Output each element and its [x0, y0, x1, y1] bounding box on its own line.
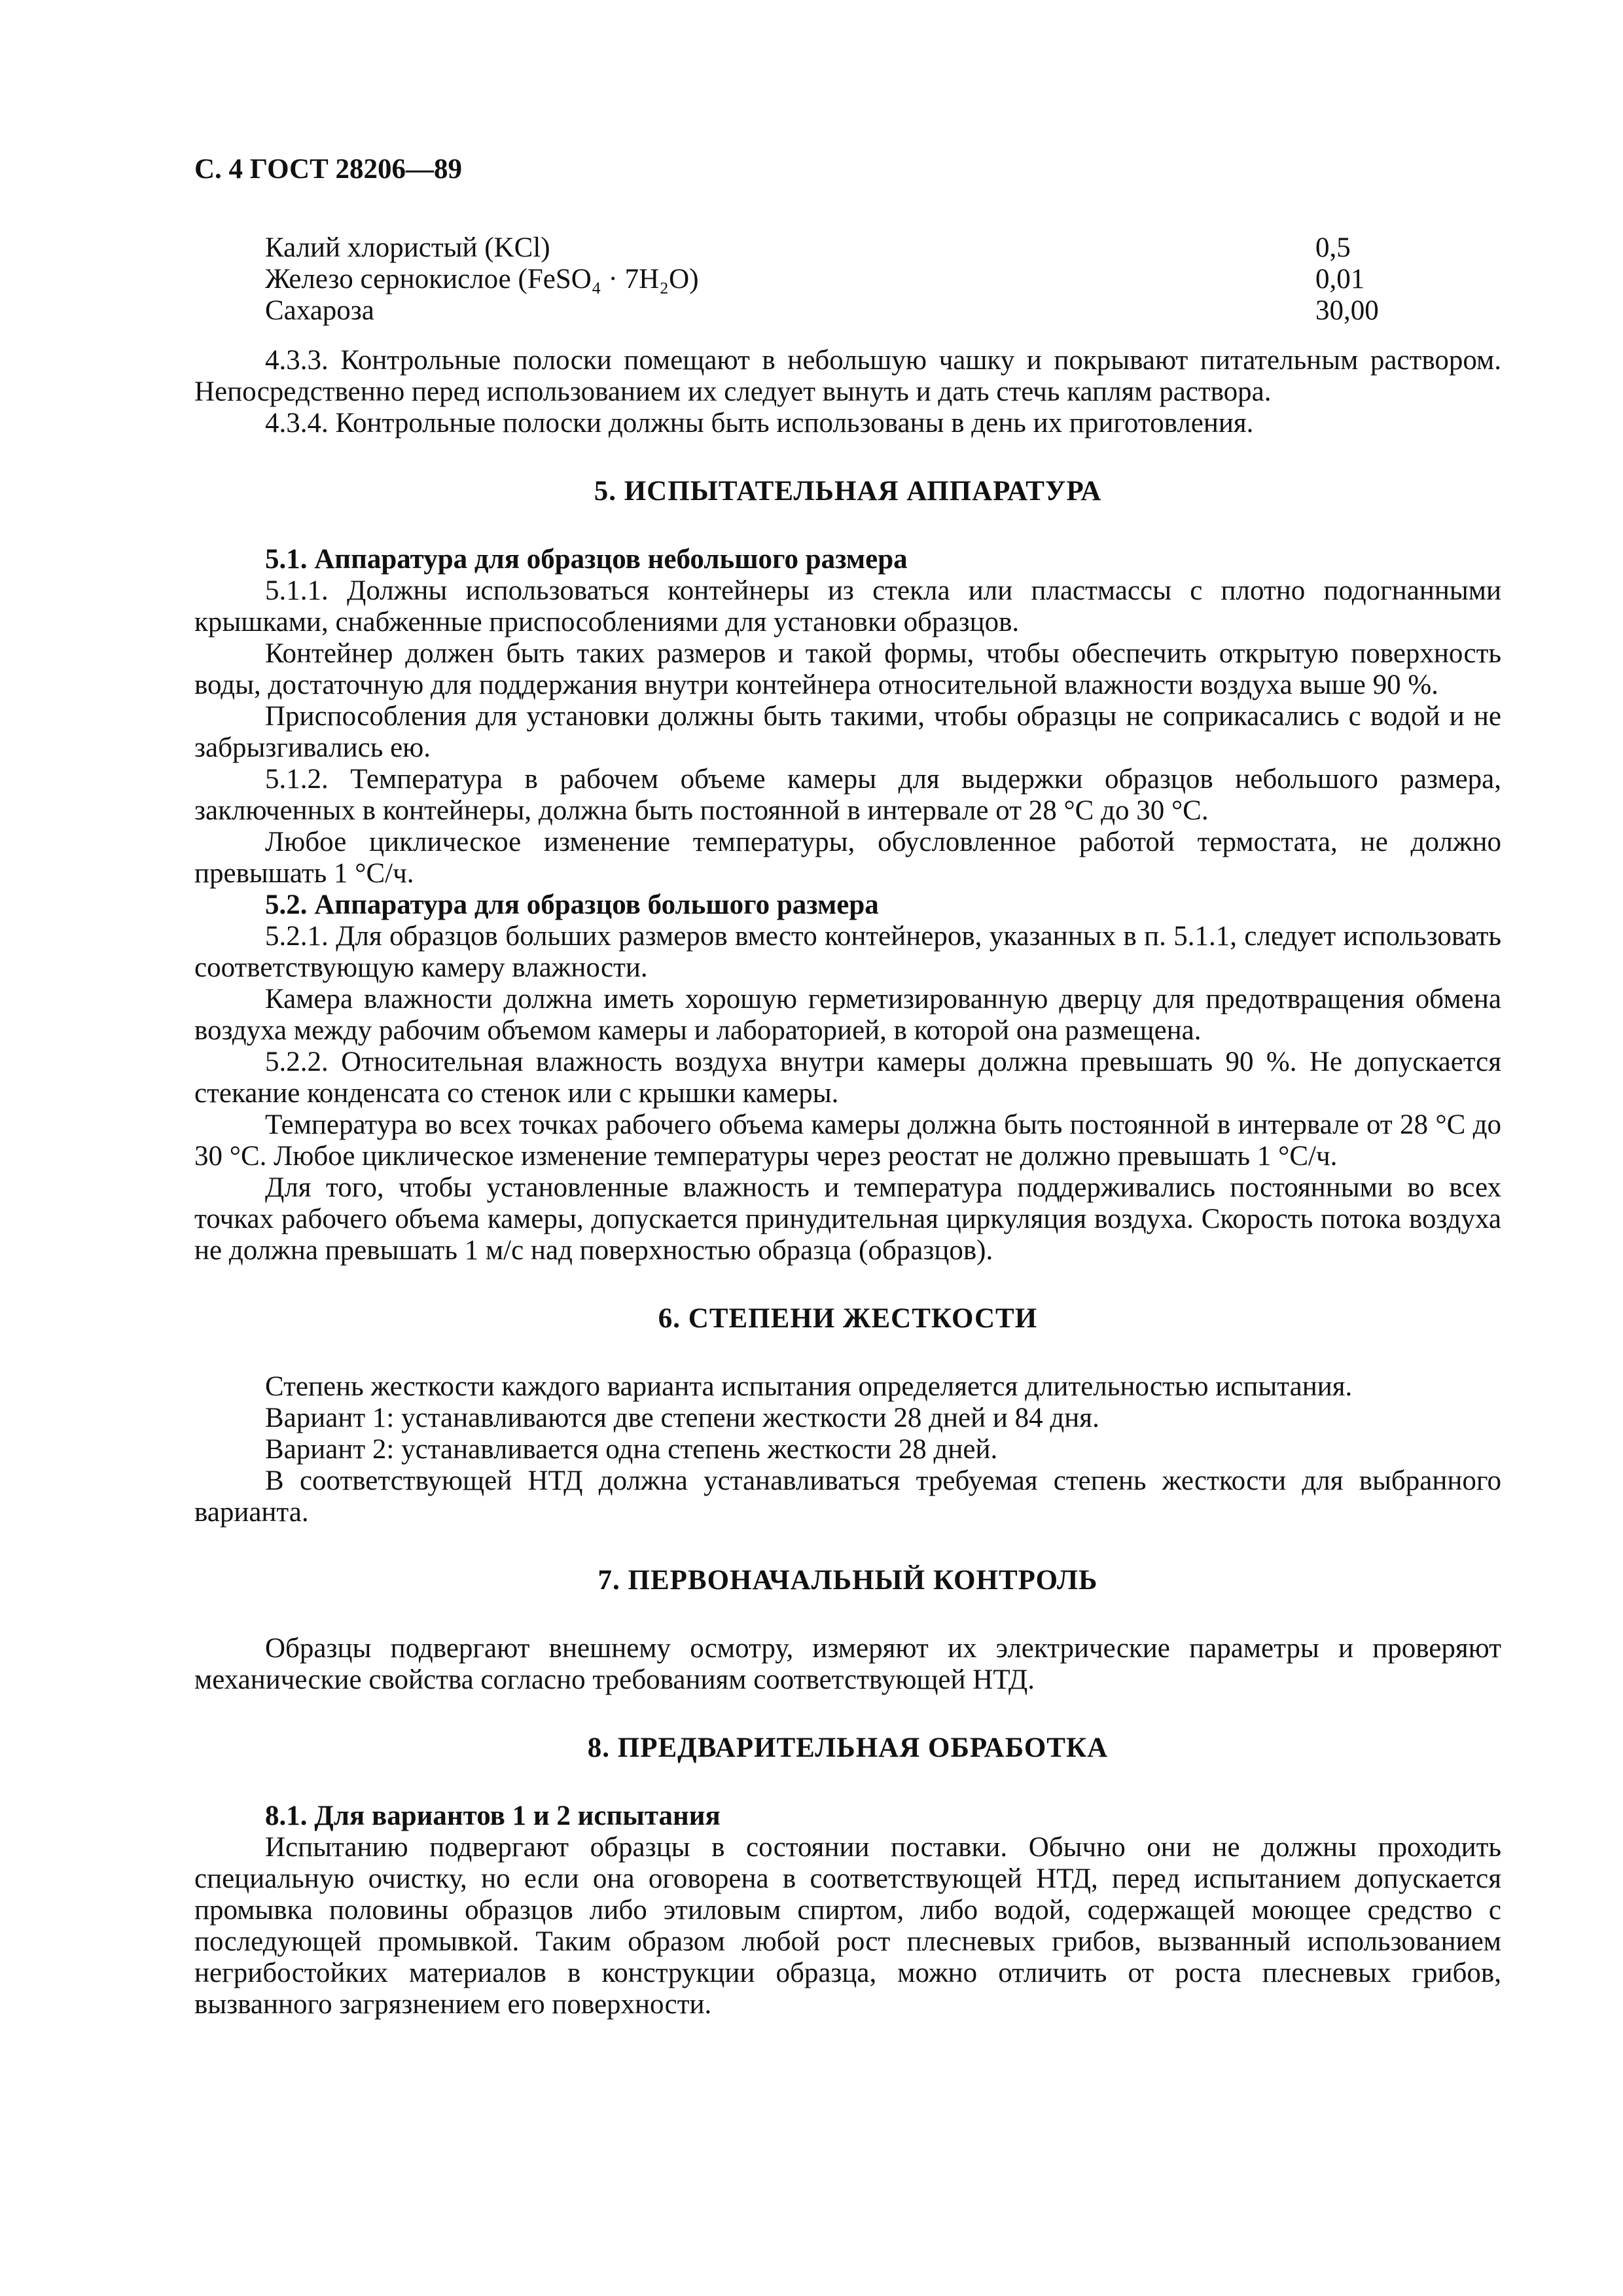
paragraph-5-1-1b: Контейнер должен быть таких размеров и такой формы, чтобы обеспечить открытую поверхность воды, достаточную для поддержания внутри контейнера относительной влажности воздуха выше 90 %.	[194, 638, 1501, 700]
chemical-value: 30,00	[1315, 295, 1379, 326]
paragraph-5-1-1c: Приспособления для установки должны быть такими, чтобы образцы не соприкасались с водой и не забрызгивались ею.	[194, 701, 1501, 763]
chemical-name: Железо сернокислое (FeSO₄ · 7H₂O)	[265, 264, 699, 295]
paragraph-6a: Степень жесткости каждого варианта испытания определяется длительностью испытания.	[265, 1371, 1353, 1402]
paragraph-6c: Вариант 2: устанавливается одна степень жесткости 28 дней.	[265, 1434, 998, 1465]
paragraph-5-2-1b: Камера влажности должна иметь хорошую герметизированную дверцу для предотвращения обмена воздуха между рабочим объемом камеры и лабораторией, в которой она размещена.	[194, 984, 1501, 1046]
page-header: С. 4 ГОСТ 28206—89	[194, 154, 463, 185]
section-5-title: 5. ИСПЫТАТЕЛЬНАЯ АППАРАТУРА	[594, 476, 1102, 507]
paragraph-5-1-2: 5.1.2. Температура в рабочем объеме камеры для выдержки образцов небольшого размера, заключенных в контейнеры, должна быть постоянной в интервале от 28 °С до 30 °С.	[194, 764, 1501, 826]
document-body	[194, 345, 1501, 2020]
paragraph-5-2-2b: Температура во всех точках рабочего объема камеры должна быть постоянной в интервале от 28 °С до 30 °С. Любое циклическое изменение температуры через реостат не должно превышать 1 °С/ч.	[194, 1109, 1501, 1172]
paragraph-5-2-1: 5.2.1. Для образцов больших размеров вместо контейнеров, указанных в п. 5.1.1, следует использовать соответствующую камеру влажности.	[194, 921, 1501, 983]
paragraph-4-3-3: 4.3.3. Контрольные полоски помещают в небольшую чашку и покрывают питательным раствором. Непосредственно перед использованием их следует вынуть и дать стечь каплям раствора.	[194, 345, 1501, 407]
paragraph-4-3-4: 4.3.4. Контрольные полоски должны быть использованы в день их приготовления.	[265, 408, 1254, 439]
paragraph-5-2-2: 5.2.2. Относительная влажность воздуха внутри камеры должна превышать 90 %. Не допускается стекание конденсата со стенок или с крышки камеры.	[194, 1047, 1501, 1109]
subsection-5-2-title: 5.2. Аппаратура для образцов большого размера	[265, 889, 879, 920]
chemical-row	[265, 295, 1387, 327]
paragraph-5-1-2b: Любое циклическое изменение температуры, обусловленное работой термостата, не должно превышать 1 °С/ч.	[194, 827, 1501, 889]
chemical-value: 0,01	[1315, 264, 1365, 295]
section-6-title: 6. СТЕПЕНИ ЖЕСТКОСТИ	[658, 1303, 1038, 1334]
paragraph-8-1: Испытанию подвергают образцы в состоянии поставки. Обычно они не должны проходить специальную очистку, но если она оговорена в соответствующей НТД, перед испытанием допускается промывка половины образцов либо этиловым спиртом, либо водой, содержащей моющее средство с последующей промывкой. Таким образом любой рост плесневых грибов, вызванный использованием негрибостойких материалов в конструкции образца, можно отличить от роста плесневых грибов, вызванного загрязнением его поверхности.	[194, 1832, 1501, 2020]
chemical-name: Калий хлористый (KCl)	[265, 232, 550, 263]
paragraph-6b: Вариант 1: устанавливаются две степени жесткости 28 дней и 84 дня.	[265, 1403, 1099, 1433]
subsection-5-1-title: 5.1. Аппаратура для образцов небольшого размера	[265, 544, 908, 575]
paragraph-5-2-2c: Для того, чтобы установленные влажность и температура поддерживались постоянными во всех точках рабочего объема камеры, допускается принудительная циркуляция воздуха. Скорость потока воздуха не должна превышать 1 м/с над поверхностью образца (образцов).	[194, 1172, 1501, 1266]
chemical-composition-list	[265, 232, 1387, 327]
chemical-name: Сахароза	[265, 295, 374, 326]
section-7-title: 7. ПЕРВОНАЧАЛЬНЫЙ КОНТРОЛЬ	[597, 1565, 1098, 1596]
paragraph-6d: В соответствующей НТД должна устанавливаться требуемая степень жесткости для выбранного варианта.	[194, 1465, 1501, 1528]
chemical-row	[265, 264, 1387, 295]
chemical-row	[265, 232, 1387, 264]
paragraph-5-1-1: 5.1.1. Должны использоваться контейнеры из стекла или пластмассы с плотно подогнанными крышками, снабженные приспособлениями для установки образцов.	[194, 575, 1501, 637]
section-8-title: 8. ПРЕДВАРИТЕЛЬНАЯ ОБРАБОТКА	[587, 1732, 1109, 1763]
chemical-value: 0,5	[1315, 232, 1351, 263]
paragraph-7: Образцы подвергают внешнему осмотру, измеряют их электрические параметры и проверяют механические свойства согласно требованиям соответствующей НТД.	[194, 1633, 1501, 1695]
subsection-8-1-title: 8.1. Для вариантов 1 и 2 испытания	[265, 1801, 721, 1831]
